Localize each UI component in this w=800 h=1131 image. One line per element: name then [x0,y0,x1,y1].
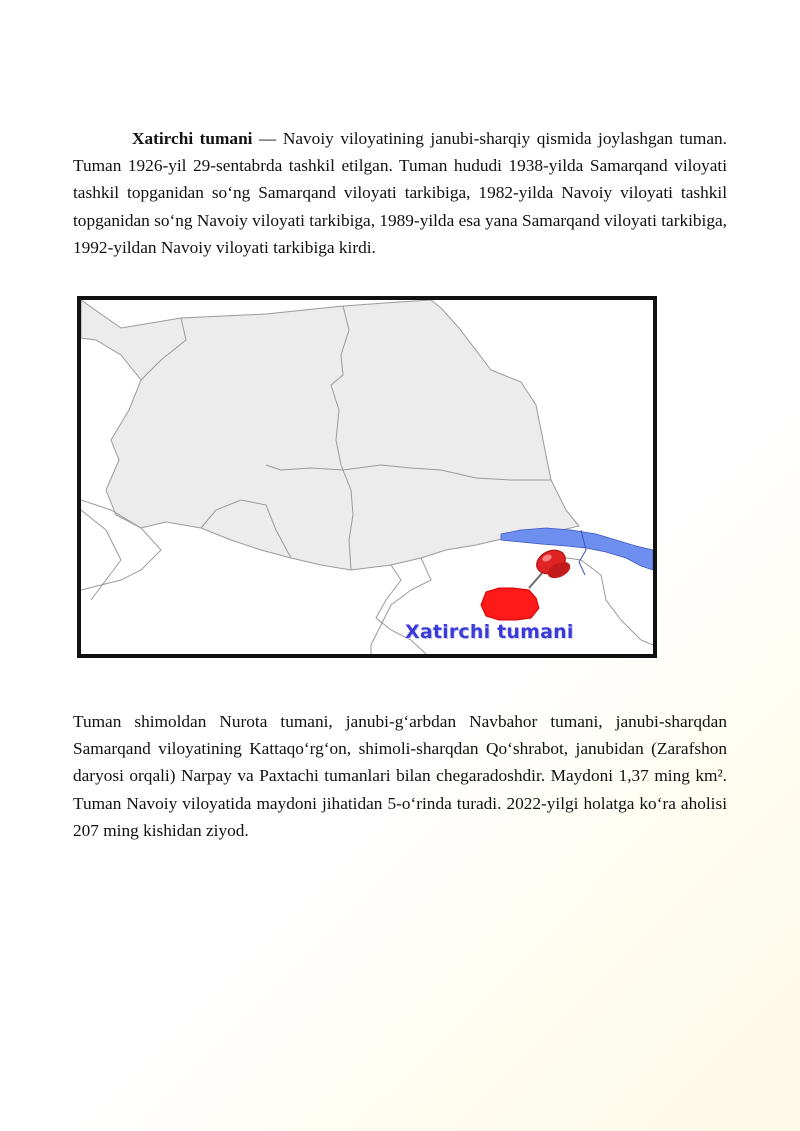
highlighted-district [481,588,539,620]
intro-paragraph-text: — Navoiy viloyatining janubi-sharqiy qismida joylashgan tuman. Tuman 1926-yil 29-sentabrda tashkil etilgan. Tuman hududi 1938-yilda Samarqand viloyati tashkil topganidan so‘ng Samarqand viloyati tarkibiga, 1982-yilda Navoiy viloyati tashkil topganidan so‘ng Navoiy viloyati tarkibiga, 1989-yilda esa yana Samarqand viloyati tarkibiga, 1992-yildan Navoiy viloyati tarkibiga kirdi. [73,129,727,257]
borders-paragraph: Tuman shimoldan Nurota tumani, janubi-g‘arbdan Navbahor tumani, janubi-sharqdan Samarqand viloyatining Kattaqo‘rg‘on, shimoli-sharqdan Qo‘shrabot, janubidan (Zarafshon daryosi orqali) Narpay va Paxtachi tumanlari bilan chegaradoshdir. Maydoni 1,37 ming km². Tuman Navoiy viloyatida maydoni jihatidan 5-o‘rinda turadi. 2022-yilgi holatga ko‘ra aholisi 207 ming kishidan ziyod. [73,712,727,840]
map-graphic [81,300,653,654]
map-caption: Xatirchi tumani [405,621,574,643]
district-name-term: Xatirchi tumani [132,129,253,148]
district-map [77,296,657,658]
intro-paragraph [73,125,727,261]
